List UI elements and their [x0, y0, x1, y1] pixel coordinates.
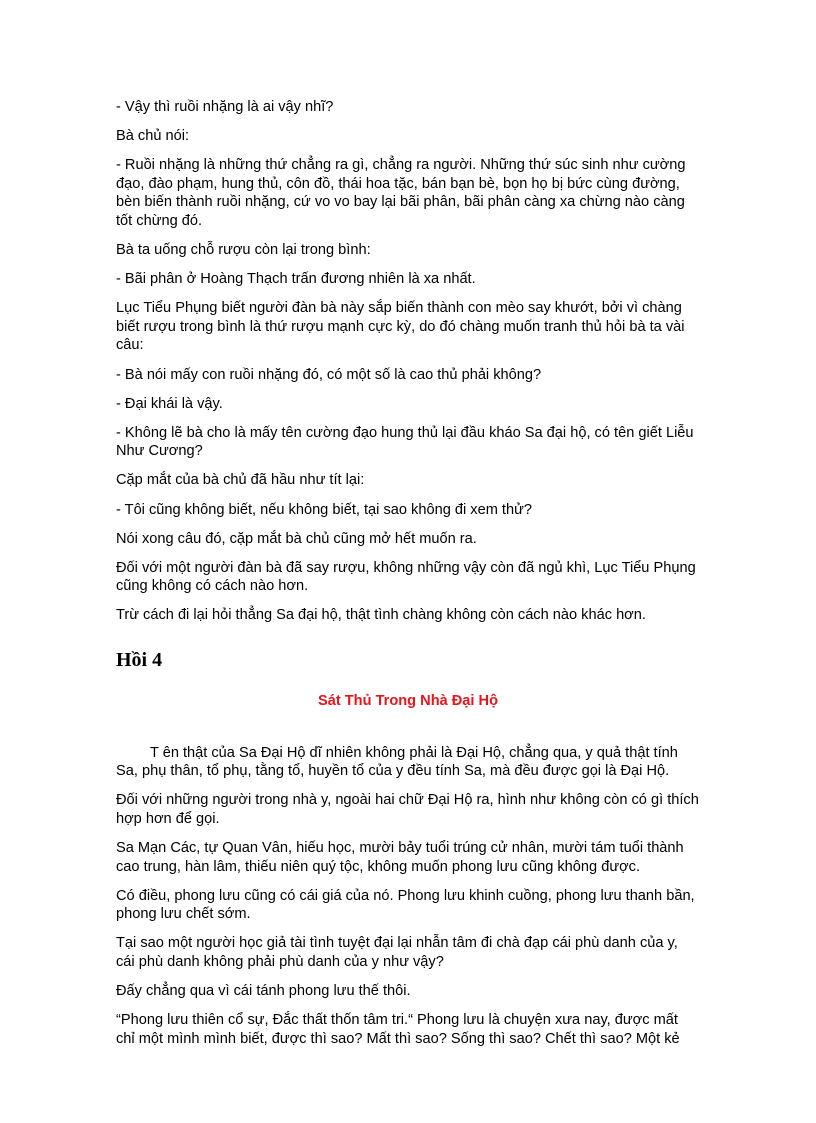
paragraph: “Phong lưu thiên cổ sự, Đắc thất thốn tâm tri.“ Phong lưu là chuyện xưa nay, được mất chỉ một mình mình biết, được thì sao? Mất thì sao? Sống thì sao? Chết thì sao? Một kẻ: [116, 1012, 680, 1047]
chapter-heading: Hồi 4: [116, 648, 163, 671]
paragraph: Lục Tiểu Phụng biết người đàn bà này sắp biến thành con mèo say khướt, bởi vì chàng biết rượu trong bình là thứ rượu mạnh cực kỳ, do đó chàng muốn tranh thủ hỏi bà ta vài câu:: [116, 300, 685, 354]
paragraph: Nói xong câu đó, cặp mắt bà chủ cũng mở hết muốn ra.: [116, 530, 477, 547]
paragraph: Trừ cách đi lại hỏi thẳng Sa đại hộ, thật tình chàng không còn cách nào khác hơn.: [116, 607, 646, 624]
paragraph: - Không lẽ bà cho là mấy tên cường đạo hung thủ lại đầu kháo Sa đại hộ, có tên giết Liễu Như Cương?: [116, 424, 694, 460]
paragraph: - Đại khái là vậy.: [116, 395, 223, 412]
document-page: [116, 98, 700, 1059]
paragraph: Bà chủ nói:: [116, 128, 190, 145]
paragraph: Sa Mạn Các, tự Quan Vân, hiếu học, mười bảy tuổi trúng cử nhân, mười tám tuổi thành cao trung, hàn lâm, thiếu niên quý tộc, không muốn phong lưu cũng không được.: [116, 839, 684, 875]
paragraph: - Bãi phân ở Hoàng Thạch trấn đương nhiên là xa nhất.: [116, 271, 476, 288]
paragraph: Tại sao một người học giả tài tình tuyệt đại lại nhẫn tâm đi chà đạp cái phù danh của y, cái phù danh không phải phù danh của y như vậy?: [116, 935, 678, 970]
paragraph: - Ruồi nhặng là những thứ chẳng ra gì, chẳng ra người. Những thứ súc sinh như cường đạo, đào phạm, hung thủ, côn đồ, thái hoa tặc, bán bạn bè, bọn họ bị bức cùng đường, bèn biến thành ruồi nhặng, cứ vo vo bay lại bãi phân, bãi phân càng xa chừng nào càng tốt chừng đó.: [116, 157, 686, 229]
paragraph: T ên thật của Sa Đại Hộ dĩ nhiên không phải là Đại Hộ, chẳng qua, y quả thật tính Sa, phụ thân, tổ phụ, tằng tổ, huyền tổ của y đều tính Sa, mà đều được gọi là Đại Hộ.: [116, 744, 678, 780]
paragraph: - Tôi cũng không biết, nếu không biết, tại sao không đi xem thử?: [116, 501, 532, 518]
chapter-title: Sát Thủ Trong Nhà Đại Hộ: [318, 692, 498, 709]
paragraph: Có điều, phong lưu cũng có cái giá của nó. Phong lưu khinh cuồng, phong lưu thanh bần, phong lưu chết sớm.: [116, 887, 695, 923]
paragraph: Bà ta uống chỗ rượu còn lại trong bình:: [116, 242, 371, 259]
paragraph: - Bà nói mấy con ruồi nhặng đó, có một số là cao thủ phải không?: [116, 366, 542, 383]
paragraph: Đối với một người đàn bà đã say rượu, không những vậy còn đã ngủ khì, Lục Tiểu Phụng cũng không có cách nào hơn.: [116, 559, 696, 595]
paragraph: Đấy chẳng qua vì cái tánh phong lưu thế thôi.: [116, 983, 411, 999]
paragraph: Cặp mắt của bà chủ đã hầu như tít lại:: [116, 472, 365, 489]
paragraph: Đối với những người trong nhà y, ngoài hai chữ Đại Hộ ra, hình như không còn có gì thích hợp hơn để gọi.: [116, 792, 699, 827]
paragraph: - Vậy thì ruồi nhặng là ai vậy nhĩ?: [116, 99, 334, 115]
